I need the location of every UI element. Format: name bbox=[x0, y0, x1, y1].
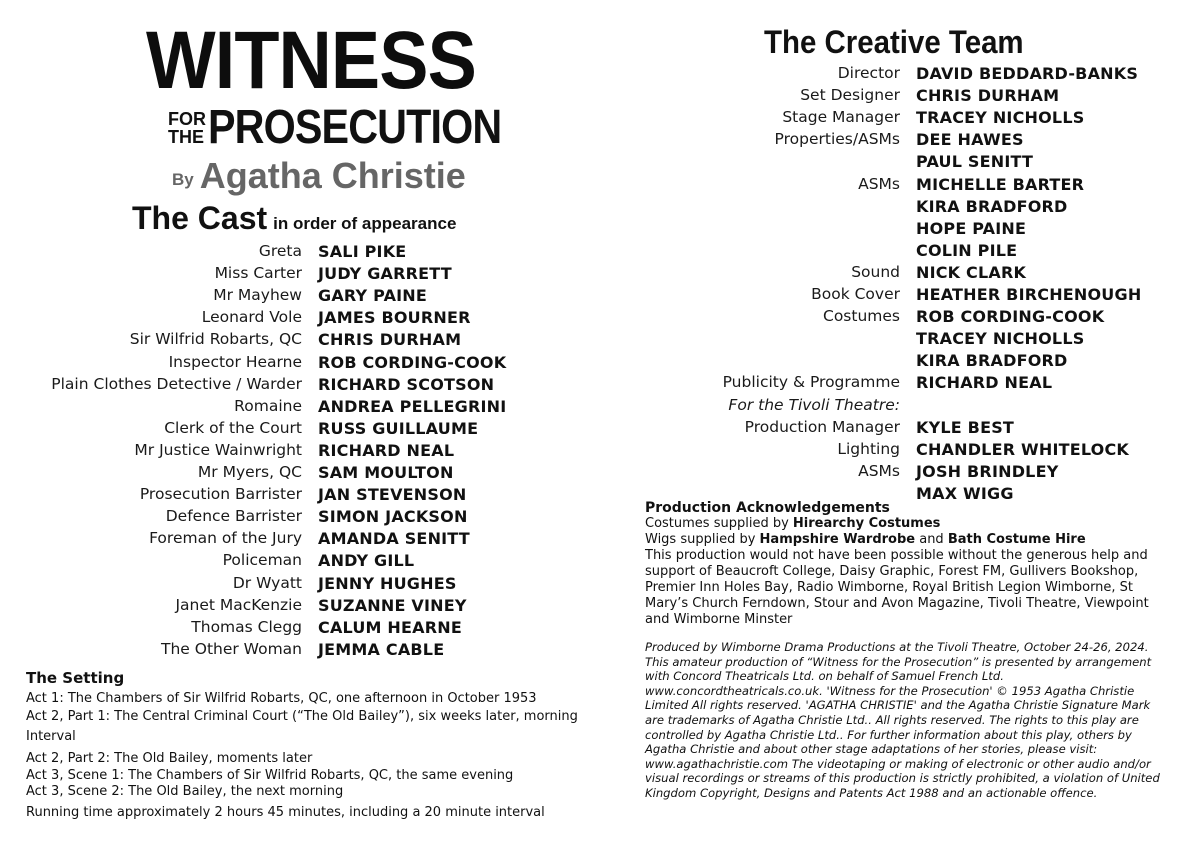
role-label: Mr Mayhew bbox=[213, 286, 302, 305]
person-name: SAM MOULTON bbox=[318, 463, 454, 482]
person-name: RICHARD SCOTSON bbox=[318, 374, 495, 394]
setting-section bbox=[26, 670, 596, 821]
cast-heading bbox=[132, 200, 456, 237]
role-label: Prosecution Barrister bbox=[139, 485, 302, 504]
credit-row bbox=[600, 197, 1200, 219]
title-witness: WITNESS bbox=[146, 15, 476, 106]
person-name: ROB CORDING-COOK bbox=[916, 307, 1105, 327]
credit-row bbox=[0, 485, 600, 507]
role-label: Greta bbox=[258, 242, 302, 260]
acknowledgements-heading: Production Acknowledgements bbox=[645, 500, 890, 516]
person-name: JENNY HUGHES bbox=[318, 573, 457, 593]
person-name: JAMES BOURNER bbox=[318, 308, 471, 328]
right-page bbox=[600, 0, 1200, 841]
role-label: Lighting bbox=[837, 439, 900, 458]
person-name: DAVID BEDDARD-BANKS bbox=[916, 64, 1139, 83]
author-name: Agatha Christie bbox=[199, 155, 466, 196]
person-name: SALI PIKE bbox=[318, 242, 407, 261]
person-name: JEMMA CABLE bbox=[318, 639, 445, 659]
role-label: Mr Myers, QC bbox=[197, 463, 302, 481]
setting-line: Act 2, Part 2: The Old Bailey, moments later bbox=[26, 751, 313, 766]
cast-heading-title: The Cast bbox=[132, 200, 268, 236]
role-label: ASMs bbox=[858, 461, 900, 480]
credit-row bbox=[600, 440, 1200, 462]
role-label: Defence Barrister bbox=[165, 507, 302, 526]
role-label: Mr Justice Wainwright bbox=[134, 440, 302, 459]
role-label: Publicity & Programme bbox=[722, 373, 900, 392]
role-label: Foreman of the Jury bbox=[149, 529, 302, 548]
credit-row bbox=[600, 175, 1200, 197]
thanks-paragraph: This production would not have been possible without the generous help and support of Beaucroft College, Daisy Graphic, Forest FM, Gullivers Bookshop, Premier Inn Holes Bay, Radio Wimborne, Royal British Legion Wimborne, St Mary’s Church Ferndown, Stour and Avon Magazine, Tivoli Theatre, Viewpoint and Wimborne Minster bbox=[645, 548, 1149, 627]
acknowledgements bbox=[645, 500, 1175, 628]
title-prosecution: PROSECUTION bbox=[208, 101, 502, 154]
person-name: AMANDA SENITT bbox=[318, 529, 470, 549]
role-label: Policeman bbox=[222, 551, 302, 570]
role-label: Sir Wilfrid Robarts, QC bbox=[129, 330, 302, 349]
person-name: CHRIS DURHAM bbox=[916, 86, 1060, 106]
person-name: JOSH BRINDLEY bbox=[916, 461, 1059, 481]
person-name: SIMON JACKSON bbox=[318, 507, 468, 527]
role-label: Leonard Vole bbox=[201, 308, 302, 327]
costumes-prefix: Costumes supplied by bbox=[645, 516, 793, 531]
role-label: Romaine bbox=[234, 396, 302, 415]
person-name: ROB CORDING-COOK bbox=[318, 352, 507, 372]
credit-row bbox=[600, 396, 1200, 418]
credit-row bbox=[0, 640, 600, 662]
credit-row bbox=[600, 219, 1200, 241]
credit-row bbox=[600, 86, 1200, 108]
credit-row bbox=[600, 329, 1200, 351]
setting-line: Act 3, Scene 2: The Old Bailey, the next morning bbox=[26, 784, 344, 799]
credit-row bbox=[600, 307, 1200, 329]
credit-row bbox=[600, 285, 1200, 307]
credit-row bbox=[0, 375, 600, 397]
person-name: MAX WIGG bbox=[916, 483, 1014, 503]
role-label: For the Tivoli Theatre: bbox=[728, 395, 900, 414]
credit-row bbox=[0, 596, 600, 618]
creative-heading: The Creative Team bbox=[764, 24, 1024, 60]
role-label: Costumes bbox=[823, 307, 900, 326]
wigs-supplier-1: Hampshire Wardrobe bbox=[759, 532, 916, 547]
person-name: TRACEY NICHOLLS bbox=[916, 329, 1085, 349]
legal-notice: Produced by Wimborne Drama Productions at the Tivoli Theatre, October 24-26, 2024. This amateur production of “Witness for the Prosecution” is presented by arrangement with Concord Theatricals Ltd. on behalf of Samuel French Ltd. www.concordtheatricals.co.uk. 'Witness for the Prosecution' © 1953 Agatha Christie Limited All rights reserved. 'AGATHA CHRISTIE' and the Agatha Christie Signature Mark are trademarks of Agatha Christie Ltd.. All rights reserved. The rights to this play are controlled by Agatha Christie Ltd.. For further information about this play, others by Agatha Christie and about other stage adaptations of her stories, please visit: www.agathachristie.com The videotaping or making of electronic or other audio and/or visual recordings or streams of this production is strictly prohibited, a violation of United Kingdom Copyright, Designs and Patents Act 1988 and an actionable offence. bbox=[645, 640, 1160, 800]
credit-row bbox=[0, 264, 600, 286]
credit-row bbox=[0, 441, 600, 463]
person-name: GARY PAINE bbox=[318, 286, 428, 306]
person-name: HEATHER BIRCHENOUGH bbox=[916, 285, 1142, 304]
title-the: THE bbox=[168, 127, 204, 147]
role-label: Miss Carter bbox=[214, 264, 302, 283]
person-name: KIRA BRADFORD bbox=[916, 351, 1068, 371]
credit-row bbox=[0, 286, 600, 308]
credit-row bbox=[600, 373, 1200, 395]
person-name: ANDY GILL bbox=[318, 551, 415, 571]
role-label: Clerk of the Court bbox=[164, 418, 302, 437]
credit-row bbox=[0, 419, 600, 441]
role-label: Properties/ASMs bbox=[774, 130, 900, 149]
costumes-supplier: Hirearchy Costumes bbox=[792, 516, 941, 531]
credit-row bbox=[600, 263, 1200, 285]
credit-row bbox=[0, 242, 600, 264]
costumes-credit bbox=[645, 516, 1175, 532]
title-for: FOR bbox=[168, 109, 206, 129]
credit-row bbox=[0, 507, 600, 529]
setting-line: Act 2, Part 1: The Central Criminal Court (“The Old Bailey”), six weeks later, morning Interval bbox=[26, 709, 578, 744]
credit-row bbox=[0, 529, 600, 551]
person-name: JUDY GARRETT bbox=[318, 264, 452, 284]
role-label: Book Cover bbox=[811, 285, 900, 303]
person-name: ANDREA PELLEGRINI bbox=[318, 396, 507, 416]
running-time: Running time approximately 2 hours 45 minutes, including a 20 minute interval bbox=[26, 804, 545, 820]
role-label: Dr Wyatt bbox=[232, 573, 302, 592]
credit-row bbox=[600, 462, 1200, 484]
byline-by: By bbox=[172, 170, 194, 189]
wigs-prefix: Wigs supplied by bbox=[645, 532, 760, 547]
person-name: CHRIS DURHAM bbox=[318, 330, 462, 350]
person-name: JAN STEVENSON bbox=[318, 485, 467, 505]
title-for-the bbox=[168, 110, 204, 146]
role-label: Janet MacKenzie bbox=[175, 595, 302, 614]
cast-heading-subtitle: in order of appearance bbox=[273, 214, 457, 233]
setting-heading: The Setting bbox=[26, 669, 125, 687]
wigs-supplier-2: Bath Costume Hire bbox=[947, 532, 1086, 547]
credit-row bbox=[0, 574, 600, 596]
person-name: COLIN PILE bbox=[916, 240, 1018, 260]
setting-line: Act 3, Scene 1: The Chambers of Sir Wilfrid Robarts, QC, the same evening bbox=[26, 767, 514, 783]
person-name: DEE HAWES bbox=[916, 130, 1024, 150]
role-label: Set Designer bbox=[800, 86, 900, 105]
role-label: Director bbox=[837, 64, 900, 82]
person-name: TRACEY NICHOLLS bbox=[916, 108, 1085, 128]
person-name: RICHARD NEAL bbox=[318, 440, 455, 460]
person-name: KYLE BEST bbox=[916, 417, 1015, 437]
person-name: RICHARD NEAL bbox=[916, 373, 1053, 393]
setting-line: Act 1: The Chambers of Sir Wilfrid Robarts, QC, one afternoon in October 1953 bbox=[26, 690, 537, 706]
credit-row bbox=[600, 152, 1200, 174]
person-name: CHANDLER WHITELOCK bbox=[916, 439, 1130, 459]
person-name: SUZANNE VINEY bbox=[318, 595, 467, 615]
role-label: The Other Woman bbox=[160, 639, 302, 658]
person-name: PAUL SENITT bbox=[916, 152, 1034, 172]
credit-row bbox=[0, 463, 600, 485]
credit-row bbox=[600, 108, 1200, 130]
credit-row bbox=[600, 418, 1200, 440]
person-name: CALUM HEARNE bbox=[318, 617, 462, 637]
credit-row bbox=[0, 353, 600, 375]
byline bbox=[172, 155, 466, 197]
person-name: RUSS GUILLAUME bbox=[318, 418, 479, 438]
person-name: NICK CLARK bbox=[916, 262, 1027, 282]
role-label: Stage Manager bbox=[782, 108, 900, 127]
person-name: KIRA BRADFORD bbox=[916, 196, 1068, 216]
role-label: Inspector Hearne bbox=[168, 352, 302, 371]
role-label: Production Manager bbox=[744, 417, 900, 436]
credit-row bbox=[600, 64, 1200, 86]
role-label: Sound bbox=[851, 262, 900, 281]
role-label: Plain Clothes Detective / Warder bbox=[51, 374, 302, 393]
credit-row bbox=[600, 351, 1200, 373]
credit-row bbox=[0, 618, 600, 640]
wigs-credit bbox=[645, 532, 1175, 548]
wigs-and: and bbox=[915, 532, 948, 547]
credit-row bbox=[600, 241, 1200, 263]
credit-row bbox=[600, 130, 1200, 152]
credit-row bbox=[0, 308, 600, 330]
person-name: MICHELLE BARTER bbox=[916, 174, 1085, 194]
credit-row bbox=[0, 397, 600, 419]
credit-row bbox=[0, 551, 600, 573]
role-label: ASMs bbox=[858, 174, 900, 193]
credit-row bbox=[0, 330, 600, 352]
role-label: Thomas Clegg bbox=[191, 617, 302, 636]
person-name: HOPE PAINE bbox=[916, 218, 1027, 238]
